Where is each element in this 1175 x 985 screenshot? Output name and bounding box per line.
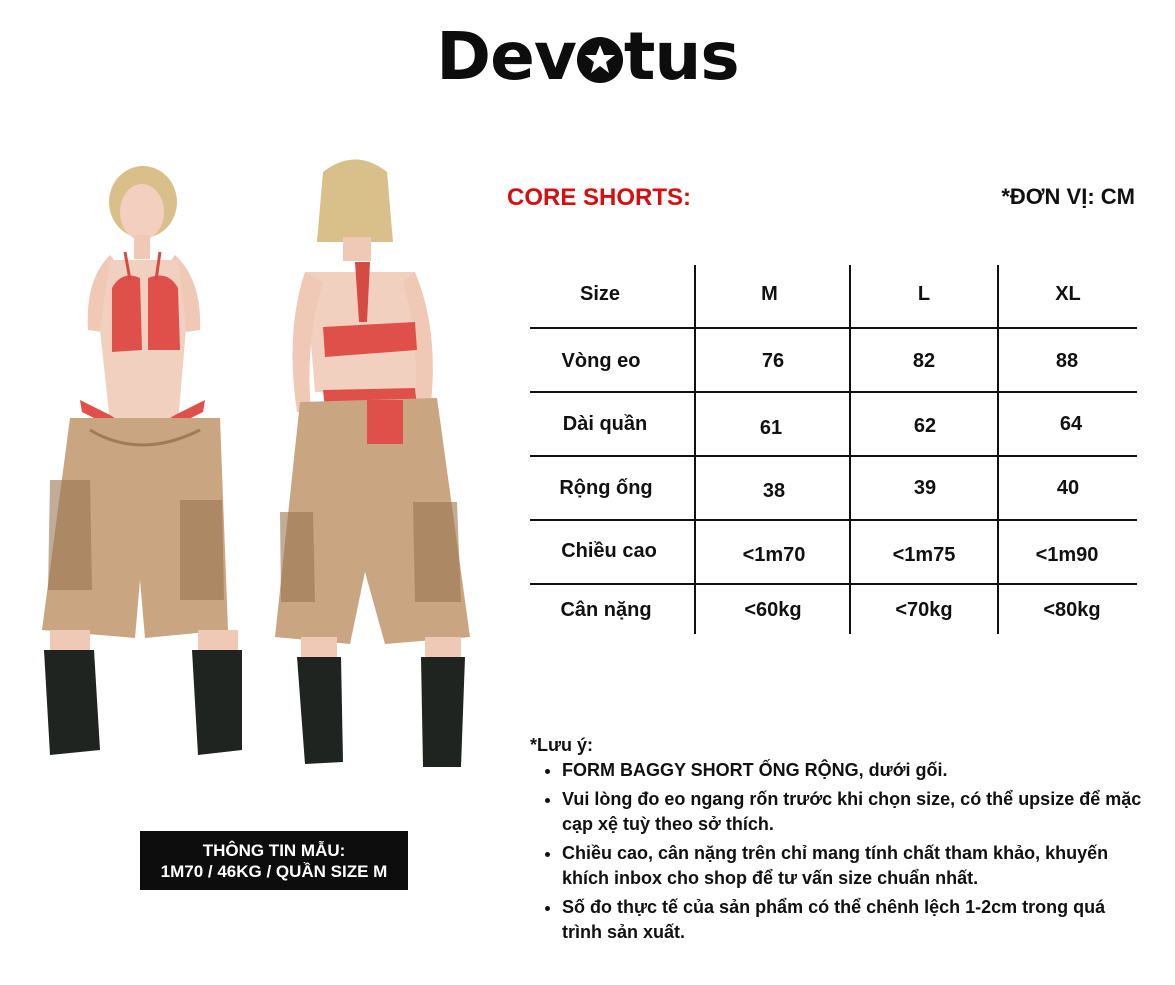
notes-list: [530, 758, 1150, 945]
note-item: • Số đo thực tế của sản phẩm có thể chênh lệch 1-2cm trong quá trình sản xuất.: [562, 895, 1150, 945]
table-divider: [694, 265, 696, 634]
table-cell: <1m90: [1035, 544, 1099, 566]
notes-heading: *Lưu ý:: [530, 735, 594, 755]
model-info-line-1: THÔNG TIN MẪU:: [202, 841, 346, 860]
note-item: • Vui lòng đo eo ngang rốn trước khi chọn size, có thể upsize để mặc cạp xệ tuỳ theo sở thích.: [562, 787, 1150, 837]
row-label-rong-ong: Rộng ống: [559, 477, 653, 499]
table-cell: 76: [761, 350, 785, 372]
model-info-line-2: 1M70 / 46KG / QUẦN SIZE M: [160, 862, 388, 881]
unit-note: *ĐƠN VỊ: CM: [1001, 184, 1135, 209]
table-divider: [530, 455, 1137, 457]
row-label-vong-eo: Vòng eo: [561, 350, 641, 372]
table-divider: [530, 391, 1137, 393]
model-info-caption: [140, 831, 408, 890]
table-cell: 62: [913, 415, 937, 437]
table-cell: <80kg: [1043, 599, 1101, 621]
table-divider: [530, 583, 1137, 585]
table-cell: 61: [759, 417, 783, 439]
size-table: [530, 265, 1137, 634]
brand-logo-text: Dev: [436, 18, 576, 95]
table-divider: [530, 519, 1137, 521]
table-header-l: L: [917, 283, 931, 305]
notes-section: [530, 733, 1150, 949]
table-cell: 64: [1059, 413, 1083, 435]
table-cell: 39: [913, 477, 937, 499]
model-back-image: [275, 152, 485, 772]
row-label-chieu-cao: Chiều cao: [561, 540, 657, 562]
table-divider: [997, 265, 999, 634]
table-cell: <1m75: [892, 544, 956, 566]
table-cell: <70kg: [895, 599, 953, 621]
table-header-xl: XL: [1055, 283, 1081, 305]
chart-title: CORE SHORTS:: [507, 184, 692, 211]
table-header-size: Size: [579, 283, 621, 305]
table-divider: [849, 265, 851, 634]
table-cell: 88: [1055, 350, 1079, 372]
row-label-dai-quan: Dài quần: [562, 413, 648, 435]
table-cell: <60kg: [744, 599, 802, 621]
table-cell: 82: [912, 350, 936, 372]
brand-logo: [0, 18, 1175, 96]
row-label-can-nang: Cân nặng: [560, 599, 652, 621]
model-front-image: [30, 160, 255, 760]
table-cell: 40: [1056, 477, 1080, 499]
table-cell: 38: [762, 480, 786, 502]
table-header-m: M: [761, 283, 778, 305]
brand-logo-text-end: tus: [623, 18, 739, 95]
note-item: • Chiều cao, cân nặng trên chỉ mang tính chất tham khảo, khuyến khích inbox cho shop để tư vấn size chuẩn nhất.: [562, 841, 1150, 891]
table-cell: <1m70: [742, 544, 806, 566]
star-icon: [577, 37, 623, 83]
table-divider: [530, 327, 1137, 329]
note-item: • FORM BAGGY SHORT ỐNG RỘNG, dưới gối.: [562, 758, 1150, 783]
